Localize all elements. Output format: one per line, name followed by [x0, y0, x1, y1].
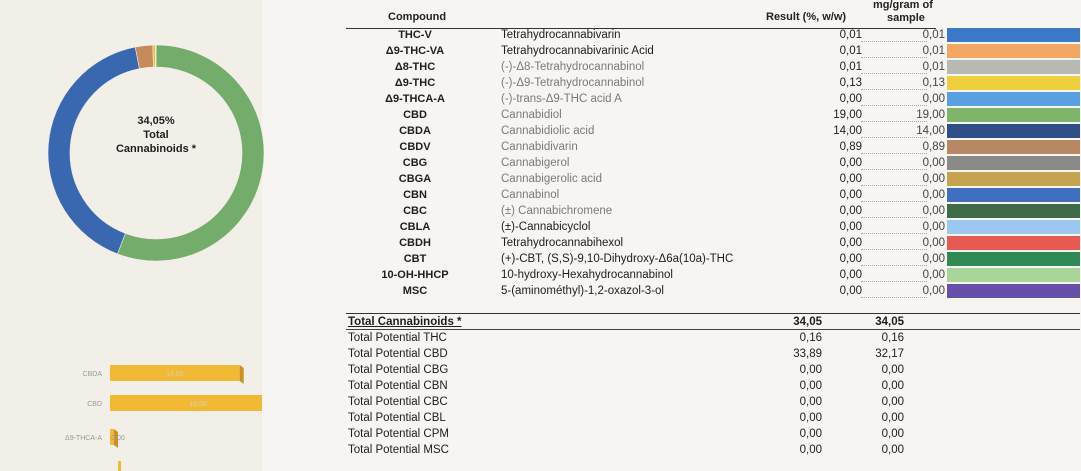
compound-abbr: CBG [402, 157, 428, 169]
compound-name: Cannabidiolic acid [501, 125, 595, 137]
compound-color-swatch [947, 236, 1080, 250]
totals-result: 0,00 [799, 396, 822, 408]
compound-result: 0,00 [839, 285, 862, 297]
table-row [340, 251, 1080, 267]
compound-mg: 0,00 [922, 189, 945, 201]
compound-result: 0,01 [839, 29, 862, 41]
compound-color-swatch [947, 92, 1080, 106]
totals-result: 33,89 [793, 348, 822, 360]
compound-abbr: CBLA [399, 221, 431, 233]
compound-color-swatch [947, 284, 1080, 298]
compound-result: 14,00 [833, 125, 862, 137]
compound-name: Cannabinol [501, 189, 560, 201]
compound-result: 0,00 [839, 189, 862, 201]
compound-result: 0,00 [839, 157, 862, 169]
totals-label: Total Potential THC [348, 332, 447, 344]
totals-row [348, 394, 948, 410]
compound-mg: 0,89 [922, 141, 945, 153]
totals-mg: 0,00 [881, 444, 904, 456]
totals-result: 0,00 [799, 444, 822, 456]
table-row [340, 59, 1080, 75]
compound-abbr: CBGA [398, 173, 432, 185]
totals-label: Total Potential CPM [348, 428, 449, 440]
compound-result: 19,00 [833, 109, 862, 121]
compound-abbr: Δ8-THC [394, 61, 436, 73]
totals-label: Total Potential MSC [348, 444, 449, 456]
compound-abbr: MSC [402, 285, 428, 297]
header-mg-line1: mg/gram of [873, 0, 933, 11]
header-mg-line2: sample [887, 12, 925, 24]
compound-color-swatch [947, 252, 1080, 266]
totals-label: Total Potential CBD [348, 348, 448, 360]
bar-label: CBDA [82, 371, 102, 378]
bar-cutoff [118, 461, 121, 471]
table-row [340, 235, 1080, 251]
compound-name: (+)-CBT, (S,S)-9,10-Dihydroxy-Δ6a(10a)-THC [501, 253, 734, 265]
compound-result: 0,00 [839, 205, 862, 217]
compound-mg: 0,01 [922, 29, 945, 41]
bar-cbd [110, 395, 262, 411]
totals-mg: 0,00 [881, 396, 904, 408]
totals-label: Total Potential CBN [348, 380, 448, 392]
compound-color-swatch [947, 268, 1080, 282]
compound-name: Tetrahydrocannabivarinic Acid [501, 45, 654, 57]
totals-mg: 32,17 [875, 348, 904, 360]
table-row [340, 139, 1080, 155]
totals-mg: 0,16 [881, 332, 904, 344]
compound-result: 0,01 [839, 45, 862, 57]
totals-mg: 0,00 [881, 380, 904, 392]
compound-color-swatch [947, 28, 1080, 42]
compound-color-swatch [947, 188, 1080, 202]
compound-mg: 0,00 [922, 269, 945, 281]
totals-label: Total Potential CBL [348, 412, 446, 424]
totals-row [348, 426, 948, 442]
table-row [340, 75, 1080, 91]
table-row [340, 43, 1080, 59]
compound-name: 10-hydroxy-Hexahydrocannabinol [501, 269, 673, 281]
table-row [340, 155, 1080, 171]
table-row [340, 107, 1080, 123]
compound-result: 0,13 [839, 77, 862, 89]
compound-result: 0,89 [839, 141, 862, 153]
bar-label: Δ9-THCA-A [65, 435, 102, 442]
compound-abbr: THC-V [398, 29, 432, 41]
totals-label: Total Potential CBG [348, 364, 449, 376]
totals-mg: 0,00 [881, 364, 904, 376]
compound-name: Cannabigerolic acid [501, 173, 603, 185]
compound-abbr: CBC [403, 205, 427, 217]
totals-row [348, 346, 948, 362]
compound-color-swatch [947, 172, 1080, 186]
compound-name: Cannabidivarin [501, 141, 578, 153]
compound-abbr: Δ9-THC-VA [385, 45, 445, 57]
totals-mg: 0,00 [881, 412, 904, 424]
compound-color-swatch [947, 60, 1080, 74]
compound-color-swatch [947, 108, 1080, 122]
compound-abbr: CBDH [399, 237, 431, 249]
compound-name: (-)-Δ8-Tetrahydrocannabinol [501, 61, 645, 73]
donut-total-label: Total [143, 129, 169, 141]
cannabinoid-bar-chart [0, 345, 262, 471]
compound-abbr: CBDA [399, 125, 431, 137]
totals-result: 0,00 [799, 380, 822, 392]
table-row [340, 203, 1080, 219]
bar-label: CBD [87, 401, 102, 408]
compound-result: 0,00 [839, 269, 862, 281]
donut-cannabinoids-label: Cannabinoids * [115, 143, 197, 155]
compound-result: 0,01 [839, 61, 862, 73]
donut-percentage: 34,05% [137, 115, 175, 127]
table-row [340, 283, 1080, 299]
compound-result: 0,00 [839, 173, 862, 185]
header-compound: Compound [388, 11, 447, 23]
donut-center-label [48, 27, 264, 243]
compound-abbr: CBDV [399, 141, 431, 153]
table-row [340, 219, 1080, 235]
compound-abbr: Δ9-THC [394, 77, 436, 89]
compound-name: Cannabidiol [501, 109, 562, 121]
totals-row [348, 378, 948, 394]
totals-row [348, 442, 948, 458]
compound-color-swatch [947, 140, 1080, 154]
header-result: Result (%, w/w) [766, 11, 847, 23]
totals-label: Total Potential CBC [348, 396, 448, 408]
compound-mg: 0,00 [922, 237, 945, 249]
compound-mg: 0,00 [922, 173, 945, 185]
compound-abbr: CBT [403, 253, 427, 265]
compound-mg: 0,00 [922, 253, 945, 265]
compound-mg: 0,01 [922, 45, 945, 57]
table-row [340, 187, 1080, 203]
totals-result: 34,05 [793, 316, 822, 328]
compound-mg: 14,00 [916, 125, 945, 137]
totals-row [348, 314, 948, 330]
totals-row [348, 410, 948, 426]
compound-abbr: CBD [403, 109, 427, 121]
totals-result: 0,16 [799, 332, 822, 344]
totals-label: Total Cannabinoids * [348, 316, 462, 328]
compound-name: (-)-Δ9-Tetrahydrocannabinol [501, 77, 645, 89]
compound-name: 5-(aminométhyl)-1,2-oxazol-3-ol [501, 285, 664, 297]
totals-result: 0,00 [799, 428, 822, 440]
compound-mg: 0,00 [922, 157, 945, 169]
table-row [340, 123, 1080, 139]
compound-abbr: CBN [403, 189, 427, 201]
compound-result: 0,00 [839, 253, 862, 265]
compound-mg: 0,00 [922, 285, 945, 297]
compound-name: (-)-trans-Δ9-THC acid A [501, 93, 622, 105]
compound-name: (±)-Cannabicyclol [501, 221, 591, 233]
compound-name: Tetrahydrocannabivarin [501, 29, 621, 41]
compound-mg: 0,13 [922, 77, 945, 89]
totals-row [348, 330, 948, 346]
compound-color-swatch [947, 156, 1080, 170]
compound-color-swatch [947, 124, 1080, 138]
compound-name: Tetrahydrocannabihexol [501, 237, 624, 249]
bar-value-label: 14,00 [166, 371, 184, 378]
compound-color-swatch [947, 76, 1080, 90]
compound-abbr: 10-OH-HHCP [381, 269, 449, 281]
compound-mg: 0,00 [922, 205, 945, 217]
table-row [340, 171, 1080, 187]
compound-name: (±) Cannabichromene [501, 205, 613, 217]
totals-mg: 34,05 [875, 316, 904, 328]
compound-result: 0,00 [839, 93, 862, 105]
compound-name: Cannabigerol [501, 157, 570, 169]
compound-color-swatch [947, 220, 1080, 234]
bar-side [240, 365, 244, 384]
compound-mg: 0,01 [922, 61, 945, 73]
bar-value-label: 19,00 [189, 401, 207, 408]
table-row [340, 267, 1080, 283]
compound-result: 0,00 [839, 237, 862, 249]
totals-result: 0,00 [799, 412, 822, 424]
compound-color-swatch [947, 44, 1080, 58]
compound-result: 0,00 [839, 221, 862, 233]
totals-row [348, 362, 948, 378]
totals-mg: 0,00 [881, 428, 904, 440]
compound-abbr: Δ9-THCA-A [385, 93, 445, 105]
totals-result: 0,00 [799, 364, 822, 376]
compound-color-swatch [947, 204, 1080, 218]
compound-mg: 0,00 [922, 221, 945, 233]
table-row [340, 27, 1080, 43]
compound-mg: 19,00 [916, 109, 945, 121]
compound-mg: 0,00 [922, 93, 945, 105]
bar-value-label: 0,00 [111, 435, 125, 442]
table-row [340, 91, 1080, 107]
